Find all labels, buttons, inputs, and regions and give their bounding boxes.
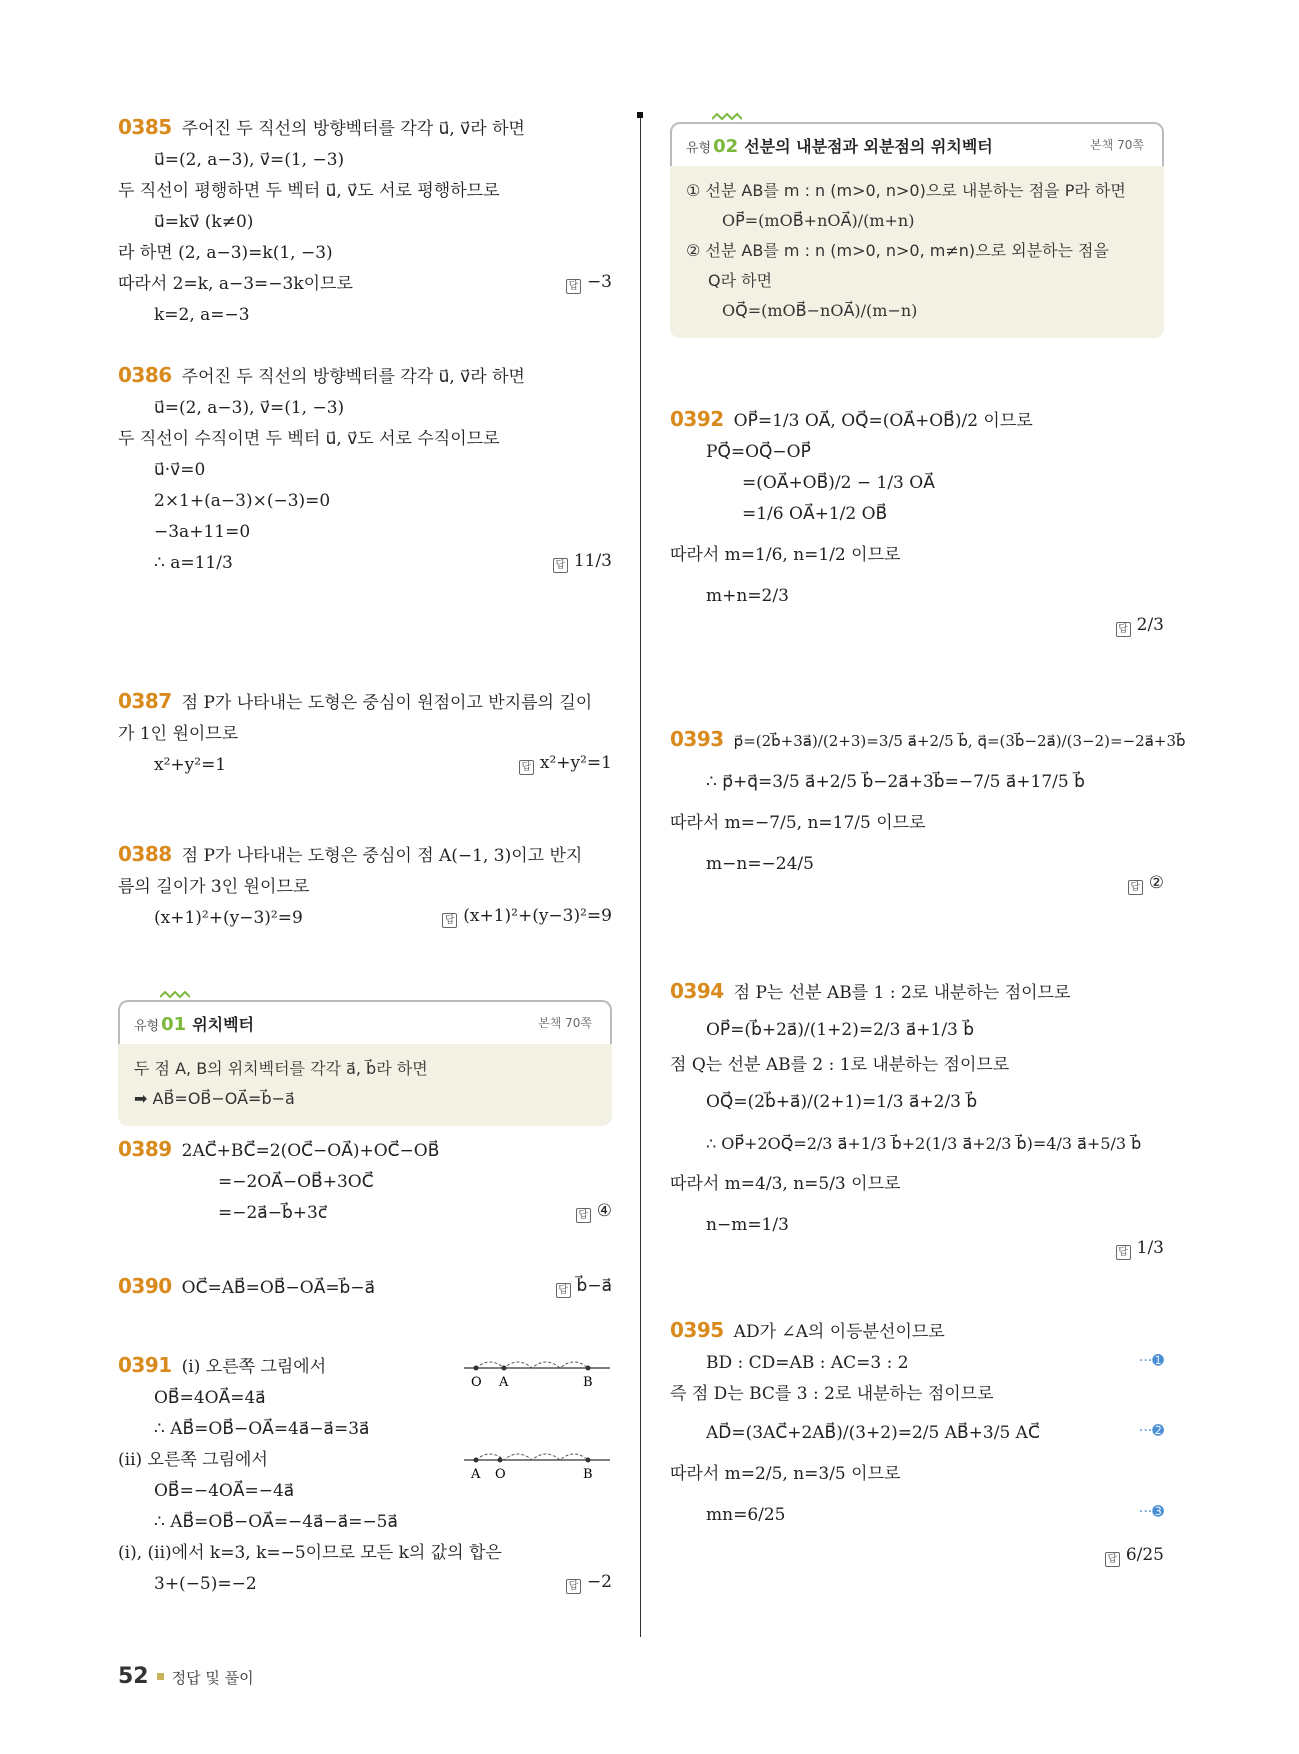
answer-icon: 답 [1128, 880, 1143, 895]
problem-number: 0392 [670, 407, 724, 431]
answer: 답 −2 [566, 1567, 612, 1598]
wave-icon [712, 112, 742, 122]
number-line-diagram-1 [462, 1352, 612, 1392]
problem-number: 0390 [118, 1274, 172, 1298]
answer: 답 (x+1)²+(y−3)²=9 [442, 901, 612, 932]
type-box-02 [670, 122, 1164, 338]
problem-0395: 0395 AD가 ∠A의 이등분선이므로 BD : CD=AB : AC=3 : 2 즉 점 D는 BC를 3 : 2로 내분하는 점이므로 AD⃗=(3AC⃗+2AB⃗)/(3+2)=2/5 AB⃗+3/5 AC⃗ 따라서 m=2/5, n=3/5 이므로 mn=6/25 ···➊ ···➋ ···➌ 답 6/25 [670, 1315, 1164, 1531]
problem-0389: 0389 2AC⃗+BC⃗=2(OC⃗−OA⃗)+OC⃗−OB⃗ =−2OA⃗−OB⃗+3OC⃗ =−2a⃗−b⃗+3c⃗ 답 ④ [118, 1134, 612, 1229]
problem-number: 0386 [118, 363, 172, 387]
problem-0386: 0386 주어진 두 직선의 방향벡터를 각각 u⃗, v⃗라 하면 u⃗=(2, a−3), v⃗=(1, −3) 두 직선이 수직이면 두 벡터 u⃗, v⃗도 서로 수직이므로 u⃗·v⃗=0 2×1+(a−3)×(−3)=0 −3a+11=0 ∴ a=11/3 답 11/3 [118, 360, 612, 579]
answer-icon: 답 [519, 760, 534, 775]
answer-icon: 답 [566, 1579, 581, 1594]
diagram-label: O [471, 1375, 482, 1390]
answer-icon: 답 [576, 1208, 591, 1223]
type-box-header [670, 122, 1164, 166]
problem-0391: 0391 (i) 오른쪽 그림에서 OB⃗=4OA⃗=4a⃗ ∴ AB⃗=OB⃗−OA⃗=4a⃗−a⃗=3a⃗ (ii) 오른쪽 그림에서 OB⃗=−4OA⃗=−4a⃗ ∴ AB⃗=OB⃗−OA⃗=−4a⃗−a⃗=−5a⃗ (i), (ii)에서 k=3, k=−5이므로 모든 k의 값의 합은 3+(−5)=−2 O A B A O B 답 −2 [118, 1350, 612, 1600]
answer-icon: 답 [566, 279, 581, 294]
type-label: 유형 [134, 1019, 160, 1034]
answer: 답 6/25 [1105, 1540, 1164, 1571]
answer: 답 ④ [576, 1196, 612, 1227]
type-box-body: ① 선분 AB를 m : n (m>0, n>0)으로 내분하는 점을 P라 하면 OP⃗=(mOB⃗+nOA⃗)/(m+n) ② 선분 AB를 m : n (m>0, n>0, m≠n)으로 외분하는 점을 Q라 하면 OQ⃗=(mOB⃗−nOA⃗)/(m−n) [670, 166, 1164, 338]
problem-number: 0391 [118, 1353, 172, 1377]
answer-icon: 답 [1116, 1245, 1131, 1260]
step-mark-3: ···➌ [1138, 1504, 1164, 1520]
answer: 답 −3 [566, 267, 612, 298]
answer: 답 ② [1128, 868, 1164, 899]
diagram-label: B [583, 1375, 593, 1390]
answer-icon: 답 [442, 913, 457, 928]
answer: 답 x²+y²=1 [519, 748, 612, 779]
divider-dot [637, 112, 643, 118]
problem-number: 0389 [118, 1137, 172, 1161]
diagram-label: B [583, 1467, 593, 1482]
problem-0388: 0388 점 P가 나타내는 도형은 중심이 점 A(−1, 3)이고 반지 름의 길이가 3인 원이므로 (x+1)²+(y−3)²=9 답 (x+1)²+(y−3)²=9 [118, 839, 612, 934]
problem-0394: 0394 점 P는 선분 AB를 1 : 2로 내분하는 점이므로 OP⃗=(b⃗+2a⃗)/(1+2)=2/3 a⃗+1/3 b⃗ 점 Q는 선분 AB를 2 : 1로 내분하는 점이므로 OQ⃗=(2b⃗+a⃗)/(2+1)=1/3 a⃗+2/3 b⃗ ∴ OP⃗+2OQ⃗=2/3 a⃗+1/3 b⃗+2(1/3 a⃗+2/3 b⃗)=4/3 a⃗+5/3 b⃗ 따라서 m=4/3, n=5/3 이므로 n−m=1/3 답 1/3 [670, 976, 1164, 1241]
column-divider [640, 112, 641, 1637]
problem-number: 0387 [118, 689, 172, 713]
problem-number: 0388 [118, 842, 172, 866]
type-number: 02 [713, 136, 739, 157]
type-box-01 [118, 1000, 612, 1126]
problem-number: 0393 [670, 727, 724, 751]
type-box-body: 두 점 A, B의 위치벡터를 각각 a⃗, b⃗라 하면 ➡ AB⃗=OB⃗−OA⃗=b⃗−a⃗ [118, 1044, 612, 1126]
page-reference: 본책 70쪽 [538, 1016, 592, 1030]
answer: 답 b⃗−a⃗ [556, 1271, 612, 1302]
page-reference: 본책 70쪽 [1090, 138, 1144, 152]
problem-0392: 0392 OP⃗=1/3 OA⃗, OQ⃗=(OA⃗+OB⃗)/2 이므로 PQ⃗=OQ⃗−OP⃗ =(OA⃗+OB⃗)/2 − 1/3 OA⃗ =1/6 OA⃗+1/2 OB⃗ 따라서 m=1/6, n=1/2 이므로 m+n=2/3 답 2/3 [670, 404, 1164, 612]
answer-icon: 답 [1105, 1552, 1120, 1567]
type-title: 선분의 내분점과 외분점의 위치벡터 [744, 137, 993, 156]
type-title: 위치벡터 [192, 1015, 255, 1034]
step-mark-2: ···➋ [1138, 1423, 1164, 1439]
answer: 답 1/3 [1116, 1233, 1164, 1264]
type-box-header [118, 1000, 612, 1044]
diagram-label: O [495, 1467, 506, 1482]
page-number: 52 [118, 1664, 149, 1689]
answer-icon: 답 [1116, 622, 1131, 637]
problem-0390: 0390 OC⃗=AB⃗=OB⃗−OA⃗=b⃗−a⃗ 답 b⃗−a⃗ [118, 1271, 612, 1304]
answer: 답 2/3 [1116, 610, 1164, 641]
number-line-diagram-2 [462, 1444, 612, 1484]
problem-number: 0394 [670, 979, 724, 1003]
type-number: 01 [161, 1014, 187, 1035]
wave-icon [160, 990, 190, 1000]
step-mark-1: ···➊ [1138, 1353, 1164, 1369]
diagram-label: A [499, 1375, 509, 1390]
answer-icon: 답 [556, 1283, 571, 1298]
problem-0393: 0393 p⃗=(2b⃗+3a⃗)/(2+3)=3/5 a⃗+2/5 b⃗, q⃗=(3b⃗−2a⃗)/(3−2)=−2a⃗+3b⃗ ∴ p⃗+q⃗=3/5 a⃗+2/5 b⃗−2a⃗+3b⃗=−7/5 a⃗+17/5 b⃗ 따라서 m=−7/5, n=17/5 이므로 m−n=−24/5 답 ② [670, 724, 1164, 880]
problem-number: 0395 [670, 1318, 724, 1342]
answer: 답 11/3 [553, 546, 612, 577]
section-title: 정답 및 풀이 [171, 1669, 254, 1687]
answer-icon: 답 [553, 558, 568, 573]
diagram-label: A [471, 1467, 481, 1482]
problem-0385: 0385 주어진 두 직선의 방향벡터를 각각 u⃗, v⃗라 하면 u⃗=(2, a−3), v⃗=(1, −3) 두 직선이 평행하면 두 벡터 u⃗, v⃗도 서로 평행하므로 u⃗=kv⃗ (k≠0) 라 하면 (2, a−3)=k(1, −3) 따라서 2=k, a−3=−3k이므로 k=2, a=−3 답 −3 [118, 115, 612, 325]
problem-0387: 0387 점 P가 나타내는 도형은 중심이 원점이고 반지름의 길이 가 1인 원이므로 x²+y²=1 답 x²+y²=1 [118, 686, 612, 781]
footer-square-icon [157, 1673, 164, 1680]
page-footer [118, 1664, 254, 1689]
type-label: 유형 [686, 141, 712, 156]
problem-number: 0385 [118, 115, 172, 139]
